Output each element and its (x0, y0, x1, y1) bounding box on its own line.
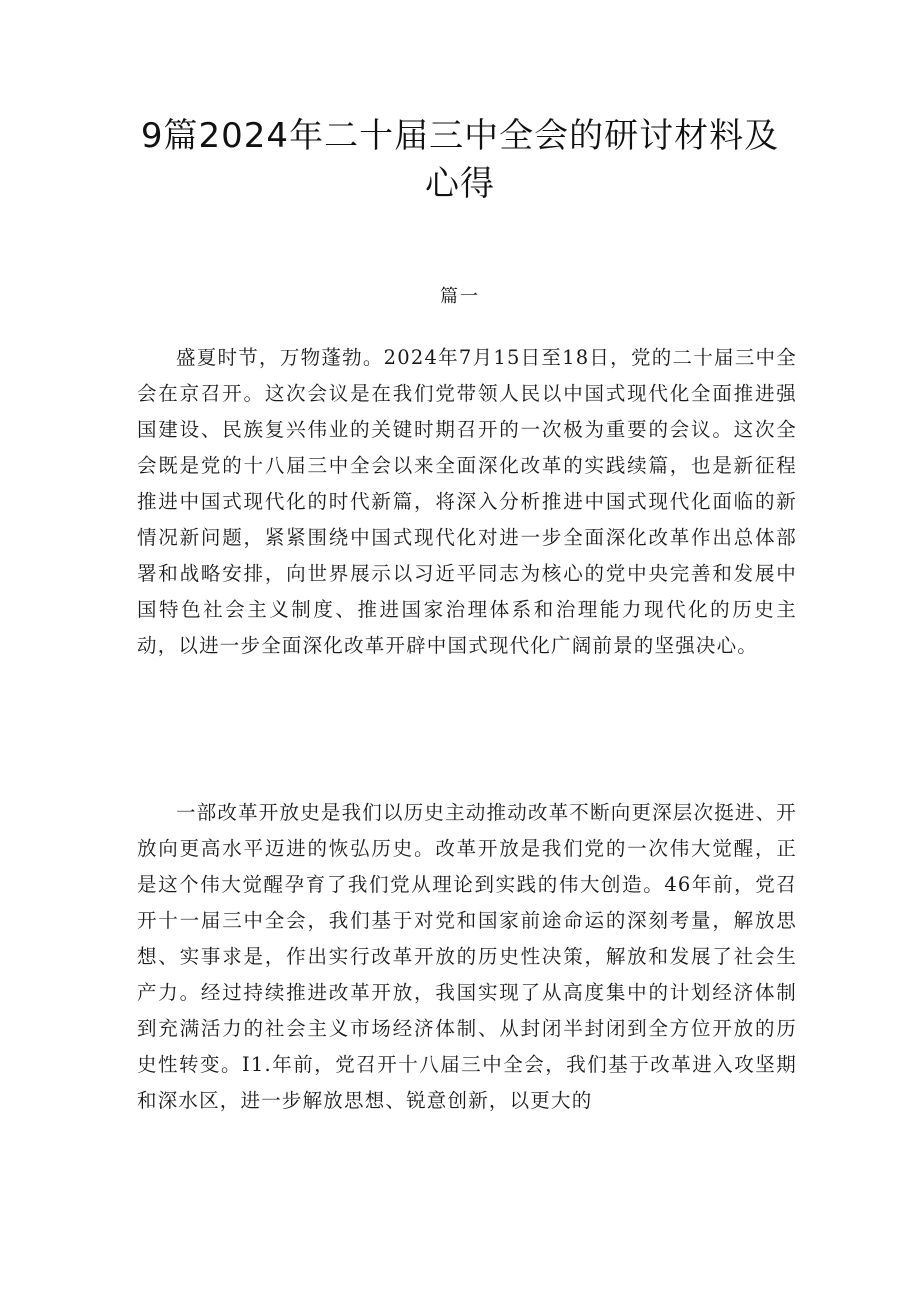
body-paragraph: 一部改革开放史是我们以历史主动推动改革不断向更深层次挺进、开放向更高水平迈进的恢弘历史。改革开放是我们党的一次伟大觉醒，正是这个伟大觉醒孕育了我们党从理论到实践的伟大创造。46年前，党召开十一届三中全会，我们基于对党和国家前途命运的深刻考量，解放思想、实事求是，作出实行改革开放的历史性决策，解放和发展了社会生产力。经过持续推进改革开放，我国实现了从高度集中的计划经济体制到充满活力的社会主义市场经济体制、从封闭半封闭到全方位开放的历史性转变。I1.年前，党召开十八届三中全会，我们基于改革进入攻坚期和深水区，进一步解放思想、锐意创新，以更大的 (137, 801, 798, 1112)
body-paragraph: 盛夏时节，万物蓬勃。2024年7月15日至18日，党的二十届三中全会在京召开。这次会议是在我们党带领人民以中国式现代化全面推进强国建设、民族复兴伟业的关键时期召开的一次极为重要的会议。这次全会既是党的十八届三中全会以来全面深化改革的实践续篇，也是新征程推进中国式现代化的时代新篇，将深入分析推进中国式现代化面临的新情况新问题，紧紧围绕中国式现代化对进一步全面深化改革作出总体部署和战略安排，向世界展示以习近平同志为核心的党中央完善和发展中国特色社会主义制度、推进国家治理体系和治理能力现代化的历史主动，以进一步全面深化改革开辟中国式现代化广阔前景的坚强决心。 (137, 346, 797, 657)
section-heading: 篇一 (440, 286, 480, 307)
document-title: 9篇2024年二十届三中全会的研讨材料及心得 (140, 116, 780, 204)
